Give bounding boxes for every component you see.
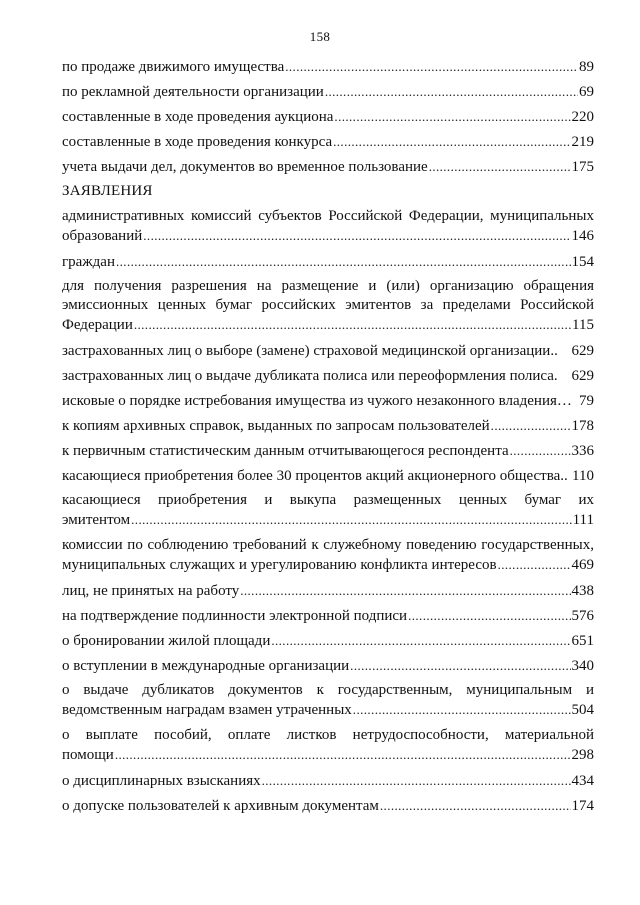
index-entries bbox=[62, 57, 594, 821]
page-number: 158 bbox=[309, 29, 331, 44]
entry-text-lead: комиссии по соблюдению требований к служебному поведению государственных, bbox=[62, 537, 594, 553]
index-entry bbox=[62, 796, 594, 815]
entry-page-number: 174 bbox=[571, 798, 594, 814]
dot-leader bbox=[271, 631, 570, 650]
entry-page-number: 115 bbox=[572, 317, 594, 333]
entry-page-number: 110 bbox=[572, 468, 594, 484]
index-entry bbox=[62, 771, 594, 790]
index-entry bbox=[62, 207, 594, 246]
entry-page-number: 629 bbox=[571, 368, 594, 384]
dot-leader bbox=[408, 606, 570, 625]
index-entry bbox=[62, 391, 594, 410]
dot-leader bbox=[285, 57, 578, 76]
entry-page-number: 146 bbox=[571, 228, 594, 244]
entry-text: о дисциплинарных взысканиях bbox=[62, 773, 261, 789]
dot-leader bbox=[429, 157, 571, 176]
dot-leader bbox=[325, 82, 578, 101]
entry-text: граждан bbox=[62, 254, 115, 270]
entry-page-number: 178 bbox=[571, 418, 594, 434]
entry-page-number: 89 bbox=[579, 59, 594, 75]
dot-leader bbox=[131, 510, 571, 529]
index-entry bbox=[62, 341, 594, 360]
dot-leader bbox=[134, 315, 571, 334]
entry-text: учета выдачи дел, документов во временное пользование bbox=[62, 159, 428, 175]
entry-page-number: 79 bbox=[579, 393, 594, 409]
entry-text: о допуске пользователей к архивным документам bbox=[62, 798, 379, 814]
index-entry bbox=[62, 681, 594, 720]
dot-leader bbox=[115, 745, 571, 764]
entry-text: составленные в ходе проведения аукциона bbox=[62, 109, 334, 125]
entry-page-number: 651 bbox=[571, 633, 594, 649]
section-heading: ЗАЯВЛЕНИЯ bbox=[62, 183, 153, 199]
dot-leader bbox=[116, 252, 571, 271]
entry-text: помощи bbox=[62, 747, 114, 763]
dot-leader bbox=[333, 132, 570, 151]
index-entry bbox=[62, 581, 594, 600]
dot-leader bbox=[240, 581, 570, 600]
entry-text: муниципальных служащих и урегулированию конфликта интересов bbox=[62, 557, 497, 573]
dot-leader bbox=[491, 416, 571, 435]
index-entry bbox=[62, 277, 594, 335]
entry-page-number: 219 bbox=[571, 134, 594, 150]
entry-text-lead: о выдаче дубликатов документов к государственным, муниципальным и bbox=[62, 682, 594, 698]
entry-page-number: 154 bbox=[571, 254, 594, 270]
entry-page-number: 438 bbox=[571, 583, 594, 599]
entry-text-lead: для получения разрешения на размещение и (или) организацию обращения эмиссионных ценных бумаг российских эмитентов за пределами Российской bbox=[62, 278, 594, 313]
dot-leader bbox=[143, 226, 570, 245]
index-entry bbox=[62, 466, 594, 485]
entry-text: Федерации bbox=[62, 317, 133, 333]
entry-text: ведомственным наградам взамен утраченных bbox=[62, 702, 352, 718]
entry-text: о бронировании жилой площади bbox=[62, 633, 271, 649]
index-entry bbox=[62, 491, 594, 530]
entry-page-number: 220 bbox=[571, 109, 594, 125]
index-entry bbox=[62, 157, 594, 176]
entry-text: к копиям архивных справок, выданных по запросам пользователей bbox=[62, 418, 490, 434]
entry-text: по продаже движимого имущества bbox=[62, 59, 285, 75]
entry-page-number: 340 bbox=[571, 658, 594, 674]
dot-leader bbox=[380, 796, 571, 815]
entry-text-lead: касающиеся приобретения и выкупа размещенных ценных бумаг их bbox=[62, 492, 594, 508]
entry-text: образований bbox=[62, 228, 143, 244]
dot-leader bbox=[350, 656, 570, 675]
dot-leader bbox=[510, 441, 571, 460]
entry-page-number: 336 bbox=[571, 443, 594, 459]
entry-page-number: 504 bbox=[571, 702, 594, 718]
entry-text: лиц, не принятых на работу bbox=[62, 583, 240, 599]
entry-page-number: 576 bbox=[571, 608, 594, 624]
entry-text: по рекламной деятельности организации bbox=[62, 84, 324, 100]
index-entry bbox=[62, 57, 594, 76]
entry-text: составленные в ходе проведения конкурса bbox=[62, 134, 333, 150]
dot-leader bbox=[498, 555, 571, 574]
index-entry bbox=[62, 631, 594, 650]
index-entry bbox=[62, 726, 594, 765]
index-entry bbox=[62, 366, 594, 385]
entry-text: застрахованных лиц о выборе (замене) страховой медицинской организации.. bbox=[62, 343, 558, 359]
entry-text: исковые о порядке истребования имущества из чужого незаконного владения… bbox=[62, 393, 572, 409]
index-entry bbox=[62, 252, 594, 271]
index-entry bbox=[62, 416, 594, 435]
entry-page-number: 175 bbox=[571, 159, 594, 175]
entry-page-number: 469 bbox=[571, 557, 594, 573]
entry-text: к первичным статистическим данным отчитывающегося респондента bbox=[62, 443, 509, 459]
entry-text: застрахованных лиц о выдаче дубликата полиса или переоформления полиса. bbox=[62, 368, 558, 384]
entry-page-number: 69 bbox=[579, 84, 594, 100]
entry-page-number: 434 bbox=[571, 773, 594, 789]
entry-text: касающиеся приобретения более 30 процентов акций акционерного общества.. bbox=[62, 468, 568, 484]
dot-leader bbox=[334, 107, 570, 126]
index-entry bbox=[62, 82, 594, 101]
dot-leader bbox=[262, 771, 571, 790]
index-entry bbox=[62, 656, 594, 675]
index-entry bbox=[62, 441, 594, 460]
entry-page-number: 629 bbox=[571, 343, 594, 359]
entry-text-lead: о выплате пособий, оплате листков нетрудоспособности, материальной bbox=[62, 727, 594, 743]
entry-text-lead: административных комиссий субъектов Российской Федерации, муниципальных bbox=[62, 208, 594, 224]
entry-text: на подтверждение подлинности электронной подписи bbox=[62, 608, 408, 624]
index-entry bbox=[62, 107, 594, 126]
dot-leader bbox=[353, 700, 571, 719]
index-entry bbox=[62, 606, 594, 625]
index-entry bbox=[62, 536, 594, 575]
entry-text: о вступлении в международные организации bbox=[62, 658, 350, 674]
entry-page-number: 111 bbox=[572, 512, 594, 528]
entry-page-number: 298 bbox=[571, 747, 594, 763]
index-entry bbox=[62, 132, 594, 151]
entry-text: эмитентом bbox=[62, 512, 131, 528]
